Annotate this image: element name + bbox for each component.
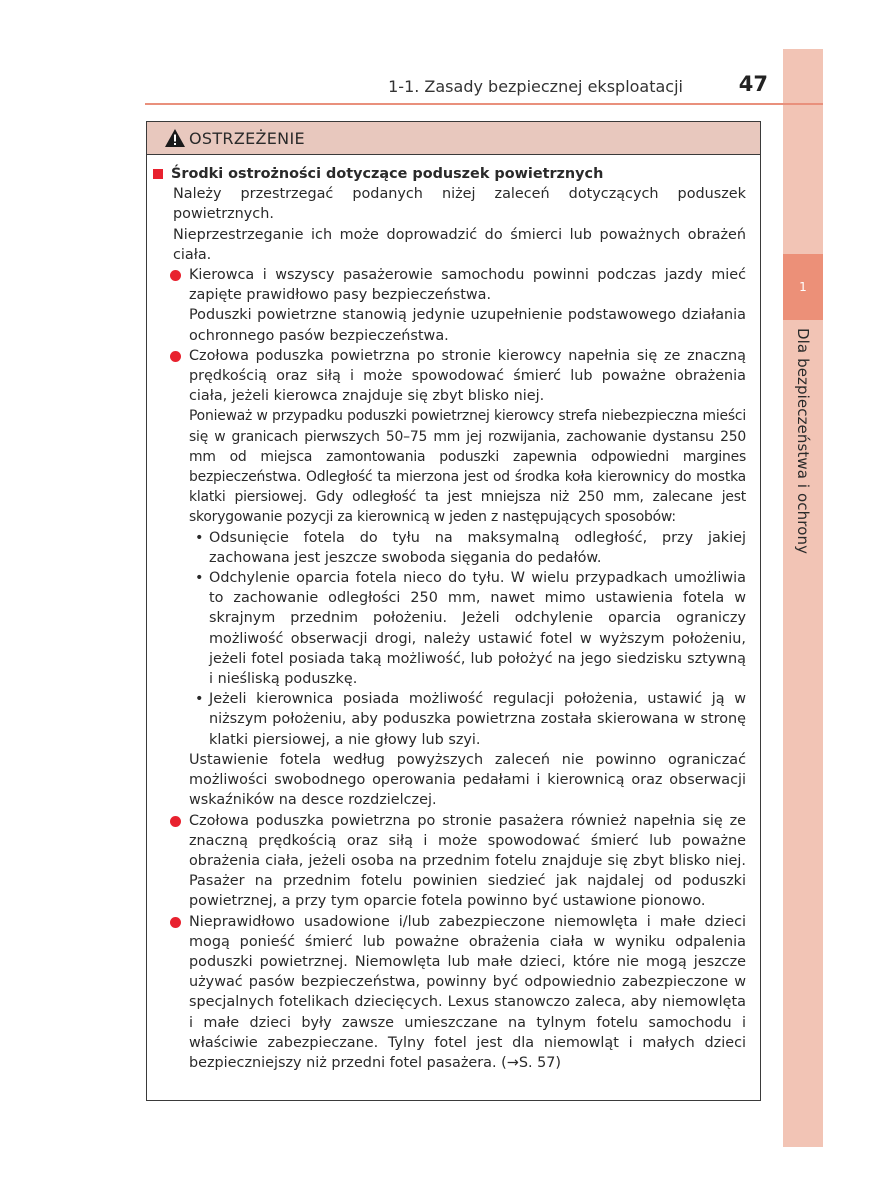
chapter-label: Dla bezpieczeństwa i ochrony [794, 328, 812, 555]
intro-paragraph: Nieprzestrzeganie ich może doprowadzić do śmierci lub poważnych obrażeń ciała. [173, 226, 746, 263]
red-bullet-icon [170, 917, 181, 928]
bullet-text: Czołowa poduszka powietrzna po stronie kierowcy napełnia się ze znaczną prędkością oraz siłą i może spowodować śmierć lub poważne obrażenia ciała, jeżeli kierowca znajduje się zbyt blisko niej. [189, 347, 746, 405]
page-reference-link[interactable]: (→S. 57) [501, 1054, 562, 1071]
bullet-text: Kierowca i wszyscy pasażerowie samochodu powinni podczas jazdy mieć zapięte prawidłowo pasy bezpieczeństwa. [189, 267, 746, 304]
page-header [145, 72, 823, 104]
bullet-extra: Ponieważ w przypadku poduszki powietrznej kierowcy strefa niebezpieczna mieści się w granicach pierwszych 50–75 mm jej rozwijania, zachowanie dystansu 250 mm od miejsca zamontowania poduszki zapewnia odpowiedni margines bezpieczeństwa. Odległość ta mierzona jest od środka koła kierownicy do mostka klatki piersiowej. Gdy odległość ta jest mniejsza niż 250 mm, zalecane jest skorygowanie pozycji za kierownicą w jeden z następujących sposobów: [189, 408, 746, 526]
section-heading [153, 164, 746, 184]
bullet-after: Ustawienie fotela według powyższych zaleceń nie powinno ograniczać możliwości swobodnego operowania pedałami i kierownicą oraz obserwacji wskaźników na desce rozdzielczej. [189, 751, 746, 809]
red-square-icon [153, 169, 163, 179]
chapter-side-tab [783, 49, 823, 1147]
sub-item [193, 568, 746, 689]
red-bullet-icon [170, 270, 181, 281]
sub-bullet-icon: • [195, 529, 204, 546]
sub-item [193, 528, 746, 568]
page-number: 47 [738, 72, 768, 96]
sub-bullet-icon: • [195, 691, 204, 708]
sub-bullet-icon: • [195, 570, 204, 587]
bullet-item [169, 912, 746, 1074]
section-title: 1-1. Zasady bezpiecznej eksploatacji [388, 77, 683, 96]
warning-header [147, 122, 760, 155]
sub-item-text: Odchylenie oparcia fotela nieco do tyłu. W wielu przypadkach umożliwia to zachowanie odległości 250 mm, nawet mimo ustawienia fotela w skrajnym przednim położeniu. Jeżeli odchylenie oparcia ograniczy możliwość obserwacji drogi, należy ustawić fotel w wyższym położeniu, jeżeli fotel posiada taką możliwość, lub położyć na jego siedzisku sztywną i nieśliską poduszkę. [209, 570, 746, 688]
warning-triangle-icon [165, 129, 185, 147]
bullet-item [169, 265, 746, 346]
sub-item [193, 689, 746, 750]
red-bullet-icon [170, 816, 181, 827]
sub-item-text: Jeżeli kierownica posiada możliwość regulacji położenia, ustawić ją w niższym położeniu, aby poduszka powietrzna została skierowana w stronę klatki piersiowej, a nie głowy lub szyi. [209, 691, 746, 748]
section-heading-text: Środki ostrożności dotyczące poduszek powietrznych [171, 166, 604, 182]
bullet-item [169, 811, 746, 912]
bullet-text: Czołowa poduszka powietrzna po stronie pasażera również napełnia się ze znaczną prędkością oraz siłą i może spowodować śmierć lub poważne obrażenia ciała, jeżeli osoba na przednim fotelu znajduje się zbyt blisko niej. Pasażer na przednim fotelu powinien siedzieć jak najdalej od poduszki powietrznej, a przy tym oparcie fotela powinno być ustawione pionowo. [189, 812, 746, 910]
header-divider [145, 103, 823, 105]
intro-paragraph: Należy przestrzegać podanych niżej zaleceń dotyczących poduszek powietrznych. [173, 186, 746, 223]
red-bullet-icon [170, 351, 181, 362]
bullet-text: Nieprawidłowo usadowione i/lub zabezpieczone niemowlęta i małe dzieci mogą ponieść śmierć lub poważne obrażenia ciała w wyniku odpalenia poduszki powietrznej. Niemowlęta lub małe dzieci, które nie mogą jeszcze używać pasów bezpieczeństwa, powinny być odpowiednio zabezpieczone w specjalnych fotelikach dziecięcych. Lexus stanowczo zaleca, aby niemowlęta i małe dzieci były zawsze umieszczane na tylnym fotelu samochodu i właściwie zabezpieczane. Tylny fotel jest dla niemowląt i małych dzieci bezpieczniejszy niż przedni fotel pasażera. [189, 913, 746, 1071]
warning-box [146, 121, 761, 1101]
sub-item-text: Odsunięcie fotela do tyłu na maksymalną odległość, przy jakiej zachowana jest jeszcze swoboda sięgania do pedałów. [209, 529, 746, 566]
bullet-extra: Poduszki powietrzne stanowią jedynie uzupełnienie podstawowego działania ochronnego pasów bezpieczeństwa. [189, 307, 746, 344]
warning-content [147, 158, 760, 1073]
warning-title: OSTRZEŻENIE [189, 128, 305, 148]
bullet-item [169, 346, 746, 811]
chapter-number: 1 [799, 280, 807, 294]
